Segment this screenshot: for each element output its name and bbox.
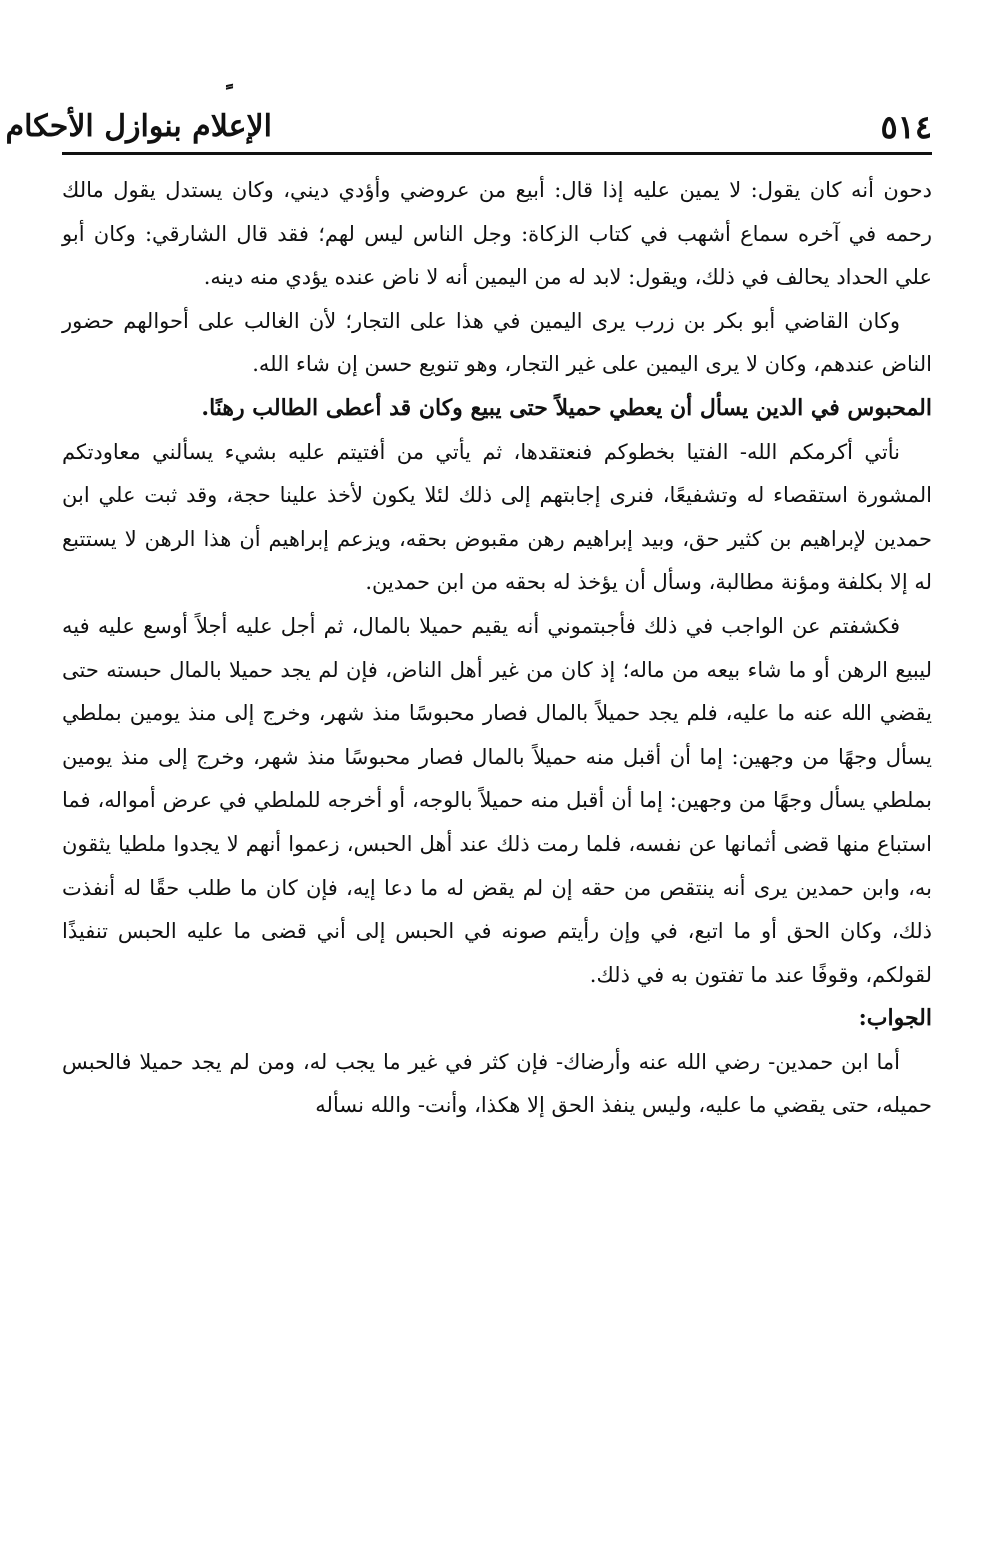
answer-label: الجواب: [858, 1005, 932, 1032]
document-page [5, 60, 932, 1530]
paragraph: فكشفتم عن الواجب في ذلك فأجبتموني أنه يقيم حميلا بالمال، ثم أجل عليه أجلاً أوسع عليه فيه ليبيع الرهن أو ما شاء بيعه من ماله؛ إذ كان من غير أهل الناض، فإن لم يجد حميلا بالمال حبسته حتى يقضي الله عنه ما عليه، فلم يجد حميلاً بالمال فصار محبوسًا منذ شهر، وخرج إلى منذ يومين بملطي يسأل وجهًا من وجهين: إما أن أقبل منه حميلاً بالمال فصار محبوسًا منذ شهر، وخرج إلى منذ يومين بملطي يسأل وجهًا من وجهين: إما أن أقبل منه حميلاً بالوجه، أو أخرجه للملطي في عرض أمواله، فما استباع منها قضى أثمانها عن نفسه، فلما رمت ذلك عند أهل الحبس، زعموا أنهم لا يجدوا ملطيا يثقون به، وابن حمدين يرى أنه ينتقص من حقه إن لم يقض له ما دعا إيه، فإن كان ما طلب حقًا له أنفذت ذلك، وكان الحق أو ما اتبع، في وإن رأيتم صونه في الحبس إلى أني قضى ما عليه الحبس تنفيذًا لقولكم، وقوفًا عند ما تفتون به في ذلك. [62, 613, 932, 987]
book-title: الإعلام بنوازل الأحكام [5, 109, 272, 144]
page-number: ٥١٤ [880, 108, 932, 146]
page-header [5, 60, 932, 155]
page-body [62, 169, 932, 1128]
section-heading: المحبوس في الدين يسأل أن يعطي حميلاً حتى يبيع وكان قد أعطى الطالب رهنًا. [201, 394, 932, 421]
paragraph: وكان القاضي أبو بكر بن زرب يرى اليمين في هذا على التجار؛ لأن الغالب على أحوالهم حضور الناض عندهم، وكان لا يرى اليمين على غير التجار، وهو تنويع حسن إن شاء الله. [62, 308, 932, 377]
paragraph: دحون أنه كان يقول: لا يمين عليه إذا قال: أبيع من عروضي وأؤدي ديني، وكان يستدل يقول مالك رحمه في آخره سماع أشهب في كتاب الزكاة: وجل الناس ليس لهم؛ فقد قال الشارقي: وكان أبو علي الحداد يحالف في ذلك، ويقول: لابد له من اليمين أنه لا ناض عنده يؤدي منه دينه. [62, 178, 932, 290]
paragraph: أما ابن حمدين- رضي الله عنه وأرضاك- فإن كثر في غير ما يجب له، ومن لم يجد حميلا فالحبس حميله، حتى يقضي ما عليه، وليس ينفذ الحق إلا هكذا، وأنت- والله نسأله [62, 1049, 932, 1118]
paragraph: نأتي أكرمكم الله- الفتيا بخطوكم فنعتقدها، ثم يأتي من أفتيتم عليه بشيء يسألني معاودتكم المشورة استقصاء له وتشفيعًا، فنرى إجابتهم إلى ذلك لئلا يكون لأخذ علينا حجة، وقد ثبت علي ابن حمدين لإبراهيم بن كثير حق، وبيد إبراهيم رهن مقبوض بحقه، ويزعم إبراهيم أن هذا الرهن لا يستتبع له إلا بكلفة ومؤنة مطالبة، وسأل أن يؤخذ له بحقه من ابن حمدين. [62, 439, 932, 595]
